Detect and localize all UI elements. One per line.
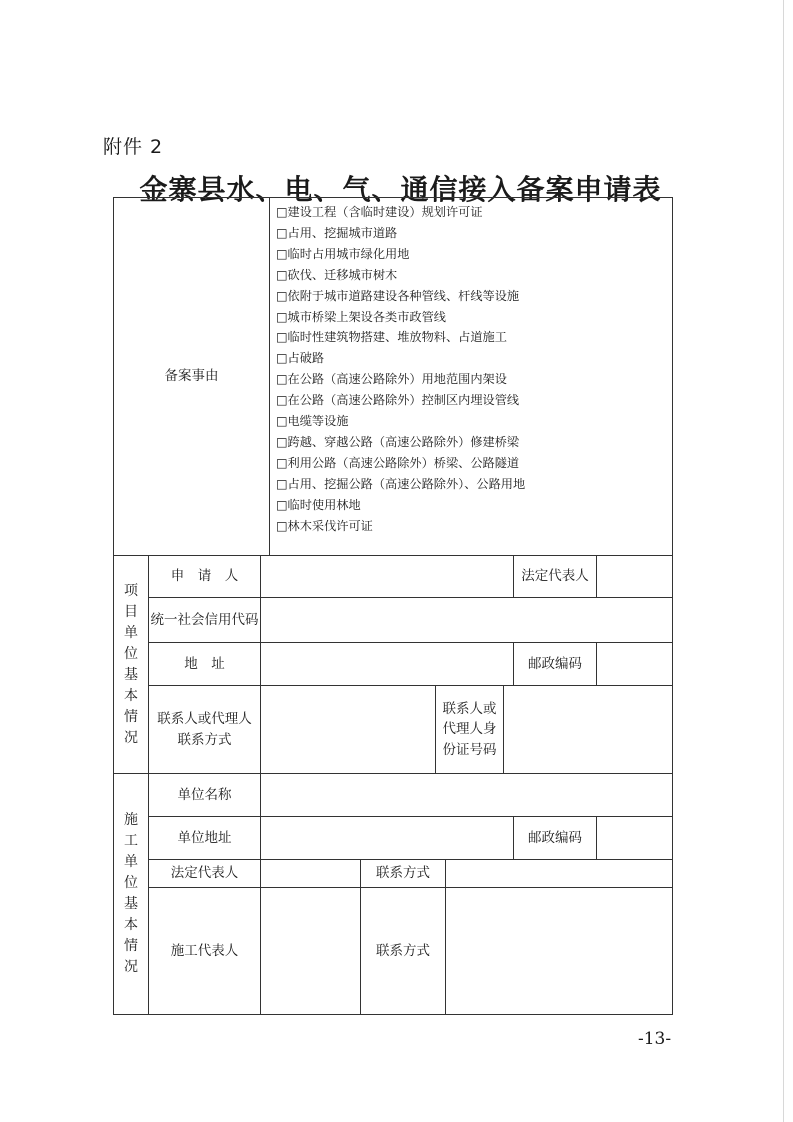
project-address-label-text: 地 址 bbox=[184, 655, 225, 672]
vert-char: 施 bbox=[124, 812, 138, 828]
unit-postcode-field[interactable] bbox=[596, 816, 673, 860]
unit-address-label-text: 单位地址 bbox=[177, 829, 232, 846]
credit-code-label-text: 统一社会信用代码 bbox=[150, 611, 259, 628]
construction-rep-label bbox=[148, 887, 261, 1015]
option-temp-forest-land[interactable]: □临时使用林地 bbox=[276, 497, 361, 512]
project-address-field[interactable] bbox=[260, 642, 514, 686]
vert-char: 情 bbox=[124, 708, 138, 725]
id-label-line: 份证号码 bbox=[442, 741, 497, 758]
application-form-table bbox=[113, 197, 673, 1015]
unit-contact-label bbox=[360, 859, 446, 888]
project-unit-section-label bbox=[113, 555, 149, 774]
option-cable-facilities[interactable]: □电缆等设施 bbox=[276, 414, 349, 429]
page-number: -13- bbox=[638, 1029, 672, 1049]
vert-char: 单 bbox=[124, 854, 138, 870]
applicant-label-text: 申 请 人 bbox=[170, 568, 239, 585]
attachment-label: 附件 2 bbox=[103, 136, 164, 158]
option-break-road[interactable]: □占破路 bbox=[276, 351, 325, 366]
option-occupy-dig-road[interactable]: □占用、挖掘城市道路 bbox=[276, 225, 398, 240]
option-highway-land-erect[interactable]: □在公路（高速公路除外）用地范围内架设 bbox=[276, 372, 507, 387]
filing-matter-options bbox=[269, 197, 673, 556]
project-legal-rep-field[interactable] bbox=[596, 555, 673, 598]
construction-rep-label-text: 施工代表人 bbox=[170, 942, 239, 959]
credit-code-field[interactable] bbox=[260, 597, 673, 643]
option-occupy-dig-highway[interactable]: □占用、挖掘公路（高速公路除外）、公路用地 bbox=[276, 476, 526, 491]
form-title: 金寨县水、电、气、通信接入备案申请表 bbox=[139, 173, 662, 206]
page-edge-line bbox=[783, 0, 784, 1122]
vert-char: 基 bbox=[124, 666, 138, 683]
credit-code-label bbox=[148, 597, 261, 643]
unit-name-label-text: 单位名称 bbox=[177, 786, 232, 803]
id-number-field[interactable] bbox=[503, 685, 673, 774]
vert-char: 位 bbox=[124, 645, 138, 662]
option-planning-permit[interactable]: □建设工程（含临时建设）规划许可证 bbox=[276, 205, 483, 219]
option-temp-building[interactable]: □临时性建筑物搭建、堆放物料、占道施工 bbox=[276, 330, 507, 345]
project-address-label bbox=[148, 642, 261, 686]
option-cross-highway-bridge[interactable]: □跨越、穿越公路（高速公路除外）修建桥梁 bbox=[276, 434, 520, 449]
applicant-field[interactable] bbox=[260, 555, 514, 598]
project-postcode-label-text: 邮政编码 bbox=[528, 655, 582, 672]
option-highway-control-bury[interactable]: □在公路（高速公路除外）控制区内埋设管线 bbox=[276, 393, 520, 408]
contact-label-line: 联系人或代理人 bbox=[157, 711, 252, 728]
unit-contact-label-text: 联系方式 bbox=[376, 865, 430, 882]
unit-address-label bbox=[148, 816, 261, 860]
id-label-line: 代理人身 bbox=[442, 721, 497, 738]
construction-unit-section-label bbox=[113, 773, 149, 1015]
unit-postcode-label bbox=[513, 816, 597, 860]
vert-char: 项 bbox=[124, 582, 138, 599]
unit-name-label bbox=[148, 773, 261, 817]
project-legal-rep-label bbox=[513, 555, 597, 598]
vert-char: 工 bbox=[124, 833, 138, 849]
construction-rep-field[interactable] bbox=[260, 887, 361, 1015]
option-temp-green-land[interactable]: □临时占用城市绿化用地 bbox=[276, 246, 410, 261]
project-legal-rep-label-text: 法定代表人 bbox=[521, 568, 589, 585]
vert-char: 况 bbox=[124, 959, 138, 975]
applicant-label bbox=[148, 555, 261, 598]
project-postcode-label bbox=[513, 642, 597, 686]
id-number-label bbox=[435, 685, 504, 774]
vert-char: 目 bbox=[124, 603, 138, 620]
project-postcode-field[interactable] bbox=[596, 642, 673, 686]
contact-label bbox=[148, 685, 261, 774]
construction-rep-contact-label bbox=[360, 887, 446, 1015]
filing-matter-label-cell bbox=[113, 197, 270, 556]
id-label-line: 联系人或 bbox=[442, 701, 497, 718]
vert-char: 情 bbox=[124, 938, 138, 954]
contact-label-line: 联系方式 bbox=[177, 731, 232, 748]
construction-rep-contact-label-text: 联系方式 bbox=[376, 942, 430, 959]
option-use-highway-bridge-tunnel[interactable]: □利用公路（高速公路除外）桥梁、公路隧道 bbox=[276, 455, 520, 470]
vert-char: 单 bbox=[124, 624, 138, 641]
option-cut-move-trees[interactable]: □砍伐、迁移城市树木 bbox=[276, 267, 398, 282]
vert-char: 本 bbox=[124, 687, 138, 704]
unit-name-field[interactable] bbox=[260, 773, 673, 817]
option-bridge-pipelines[interactable]: □城市桥梁上架设各类市政管线 bbox=[276, 309, 446, 324]
vert-char: 本 bbox=[124, 917, 138, 933]
vert-char: 基 bbox=[124, 896, 138, 912]
option-road-pipelines[interactable]: □依附于城市道路建设各种管线、杆线等设施 bbox=[276, 288, 520, 303]
unit-contact-field[interactable] bbox=[445, 859, 673, 888]
construction-rep-contact-field[interactable] bbox=[445, 887, 673, 1015]
unit-postcode-label-text: 邮政编码 bbox=[528, 829, 582, 846]
filing-matter-label: 备案事由 bbox=[164, 368, 219, 385]
contact-field[interactable] bbox=[260, 685, 436, 774]
vert-char: 位 bbox=[124, 875, 138, 891]
vert-char: 况 bbox=[124, 729, 138, 746]
option-timber-felling-permit[interactable]: □林木采伐许可证 bbox=[276, 518, 373, 533]
unit-address-field[interactable] bbox=[260, 816, 514, 860]
unit-legal-rep-label-text: 法定代表人 bbox=[170, 865, 239, 882]
unit-legal-rep-field[interactable] bbox=[260, 859, 361, 888]
unit-legal-rep-label bbox=[148, 859, 261, 888]
